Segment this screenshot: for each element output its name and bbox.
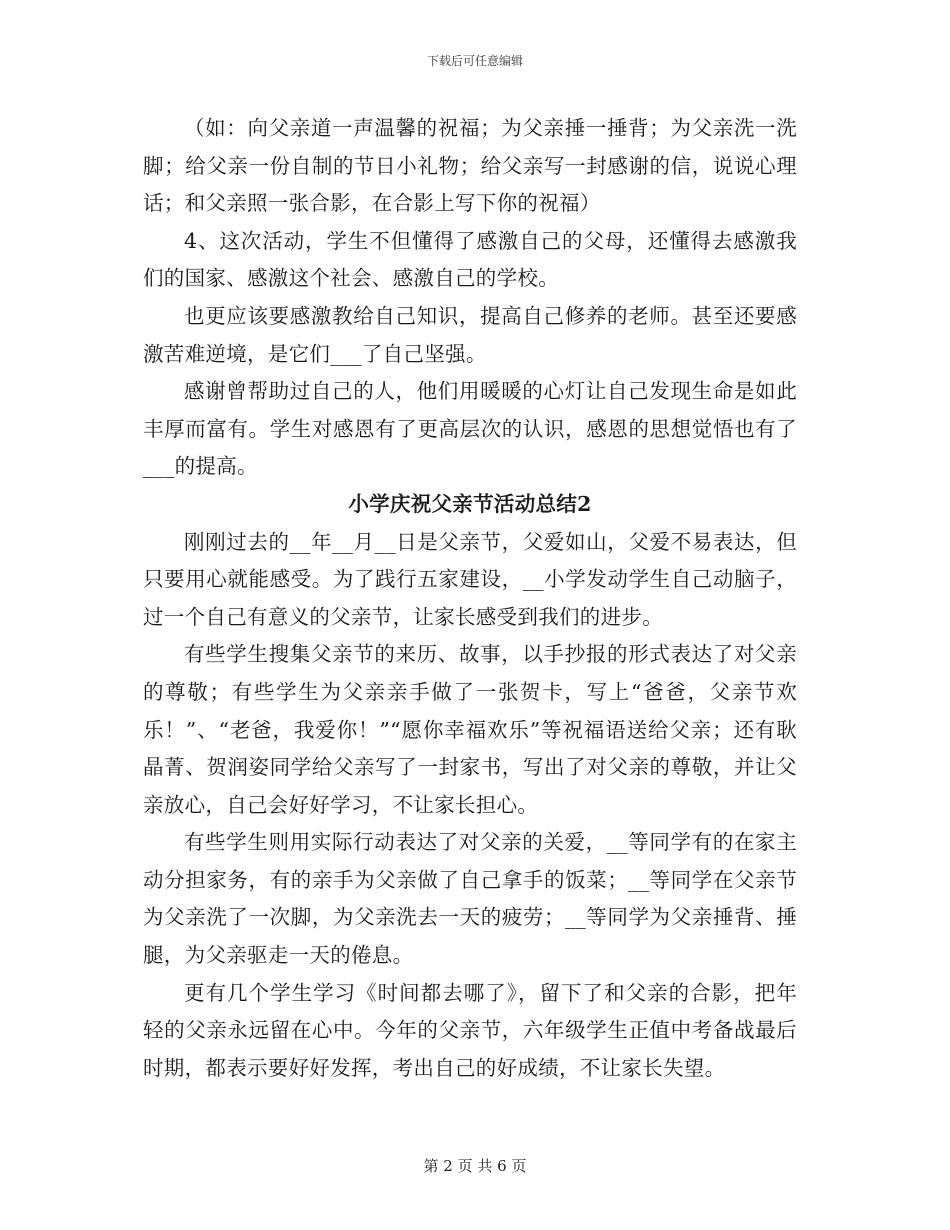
paragraph: （如：向父亲道一声温馨的祝福；为父亲捶一捶背；为父亲洗一洗脚；给父亲一份自制的节日小礼物；给父亲写一封感谢的信，说说心理话；和父亲照一张合影，在合影上写下你的祝福）: [143, 116, 797, 216]
paragraph: 4、这次活动，学生不但懂得了感激自己的父母，还懂得去感激我们的国家、感激这个社会、感激自己的学校。: [143, 228, 797, 291]
paragraph: 刚刚过去的__年__月__日是父亲节，父爱如山，父爱不易表达，但只要用心就能感受。为了践行五家建设，__小学发动学生自己动脑子，过一个自己有意义的父亲节，让家长感受到我们的进步。: [143, 529, 797, 629]
page-header: 下载后可任意编辑: [426, 54, 523, 68]
page-number: 第 2 页 共 6 页: [423, 1157, 527, 1175]
paragraph: 有些学生搜集父亲节的来历、故事，以手抄报的形式表达了对父亲的尊敬；有些学生为父亲亲手做了一张贺卡，写上“爸爸，父亲节欢乐！”、“老爸，我爱你！”“愿你幸福欢乐”等祝福语送给父亲；还有耿晶菁、贺润姿同学给父亲写了一封家书，写出了对父亲的尊敬，并让父亲放心，自己会好好学习，不让家长担心。: [143, 642, 797, 817]
paragraph: 有些学生则用实际行动表达了对父亲的关爱，__等同学有的在家主动分担家务，有的亲手为父亲做了自己拿手的饭菜；__等同学在父亲节为父亲洗了一次脚，为父亲洗去一天的疲劳；__等同学为父亲捶背、捶腿，为父亲驱走一天的倦息。: [143, 830, 797, 968]
paragraph: 感谢曾帮助过自己的人，他们用暖暖的心灯让自己发现生命是如此丰厚而富有。学生对感恩有了更高层次的认识，感恩的思想觉悟也有了___的提高。: [143, 379, 797, 479]
paragraph: 也更应该要感激教给自己知识，提高自己修养的老师。甚至还要感激苦难逆境，是它们___了自己坚强。: [143, 303, 797, 366]
document-body: [143, 110, 797, 1087]
section-title: 小学庆祝父亲节活动总结2: [348, 491, 592, 516]
paragraph: 更有几个学生学习《时间都去哪了》，留下了和父亲的合影，把年轻的父亲永远留在心中。今年的父亲节，六年级学生正值中考备战最后时期，都表示要好好发挥，考出自己的好成绩，不让家长失望。: [143, 980, 797, 1080]
